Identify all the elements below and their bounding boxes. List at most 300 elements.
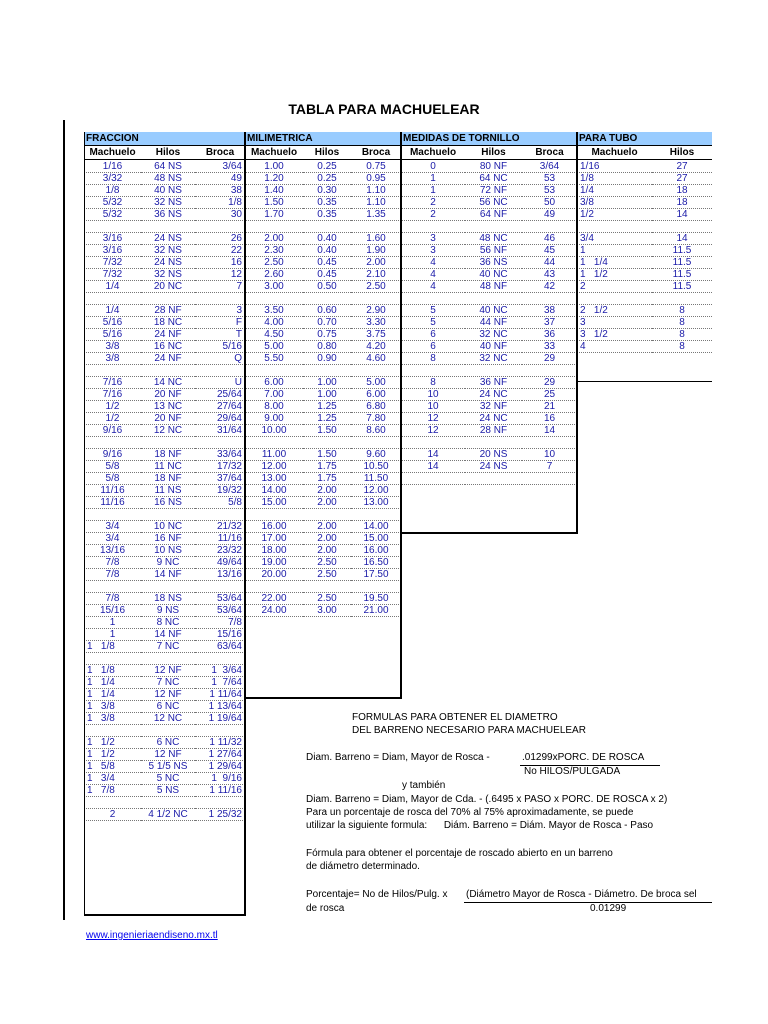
tubo-machuelo-cell: 3 xyxy=(577,317,652,329)
tornillo-hilos-cell: 56 NF xyxy=(465,245,522,257)
formula-3a: Para un porcentaje de rosca del 70% al 75% aproximadamente, se puede xyxy=(306,807,634,818)
fraccion-machuelo-cell: 1 5/8 xyxy=(84,761,141,773)
tornillo-hilos-cell xyxy=(465,293,522,305)
tornillo-broca-cell xyxy=(522,473,577,485)
fraccion-broca-cell: 17/32 xyxy=(195,461,245,473)
milimetrica-machuelo-cell: 9.00 xyxy=(245,413,303,425)
left-margin-rule xyxy=(63,120,65,920)
col-fraccion-hilos: Hilos xyxy=(155,147,181,158)
milimetrica-hilos-cell: 1.75 xyxy=(303,461,351,473)
fraccion-machuelo-cell: 1 1/8 xyxy=(84,665,141,677)
milimetrica-broca-cell: 1.60 xyxy=(351,233,401,245)
fraccion-broca-cell: 1 7/64 xyxy=(195,677,245,689)
fraccion-hilos-cell: 40 NS xyxy=(141,185,195,197)
fraccion-hilos-cell: 9 NC xyxy=(141,557,195,569)
fraccion-hilos-cell: 16 NS xyxy=(141,497,195,509)
fraccion-broca-cell: 7/8 xyxy=(195,617,245,629)
milimetrica-hilos-cell: 0.40 xyxy=(303,245,351,257)
fraccion-hilos-cell: 4 1/2 NC xyxy=(141,809,195,821)
tornillo-machuelo-cell: 12 xyxy=(401,425,465,437)
tornillo-broca-cell: 38 xyxy=(522,305,577,317)
milimetrica-broca-cell xyxy=(351,293,401,305)
fraccion-hilos-cell: 20 NC xyxy=(141,281,195,293)
milimetrica-machuelo-cell xyxy=(245,509,303,521)
fraccion-broca-cell: 5/16 xyxy=(195,341,245,353)
tornillo-machuelo-cell: 10 xyxy=(401,389,465,401)
milimetrica-machuelo-cell: 19.00 xyxy=(245,557,303,569)
tornillo-machuelo-cell: 1 xyxy=(401,185,465,197)
fraccion-hilos-cell: 24 NS xyxy=(141,233,195,245)
milimetrica-machuelo-cell xyxy=(245,365,303,377)
fraccion-hilos-cell: 24 NS xyxy=(141,257,195,269)
fraccion-machuelo-cell: 3/16 xyxy=(84,245,141,257)
tornillo-broca-cell: 49 xyxy=(522,209,577,221)
tornillo-hilos-cell: 28 NF xyxy=(465,425,522,437)
fraccion-machuelo-cell: 5/16 xyxy=(84,317,141,329)
fraccion-bottom-border xyxy=(84,914,246,916)
tornillo-machuelo-cell: 2 xyxy=(401,197,465,209)
fraccion-hilos-cell: 9 NS xyxy=(141,605,195,617)
milimetrica-broca-cell xyxy=(351,509,401,521)
fraccion-broca-cell: 21/32 xyxy=(195,521,245,533)
milimetrica-broca-cell xyxy=(351,365,401,377)
fraccion-hilos-cell: 11 NS xyxy=(141,485,195,497)
fraccion-hilos-cell: 12 NF xyxy=(141,749,195,761)
fraccion-broca-cell: 1/8 xyxy=(195,197,245,209)
fraccion-hilos-cell: 32 NS xyxy=(141,269,195,281)
fraccion-machuelo-cell xyxy=(84,797,141,809)
fraccion-broca-cell: 3/64 xyxy=(195,161,245,173)
tubo-hilos-cell: 11.5 xyxy=(652,269,712,281)
milimetrica-machuelo-cell: 2.50 xyxy=(245,257,303,269)
fraccion-hilos-cell: 32 NS xyxy=(141,245,195,257)
fraccion-hilos-cell xyxy=(141,581,195,593)
milimetrica-machuelo-cell: 5.50 xyxy=(245,353,303,365)
milimetrica-machuelo-cell: 2.30 xyxy=(245,245,303,257)
formula-2: Diam. Barreno = Diam, Mayor de Cda. - (.6495 x PASO x PORC. DE ROSCA x 2) xyxy=(306,794,668,805)
tornillo-broca-cell: 45 xyxy=(522,245,577,257)
fraccion-broca-cell: 38 xyxy=(195,185,245,197)
fraccion-broca-cell: 1 29/64 xyxy=(195,761,245,773)
milimetrica-machuelo-cell: 15.00 xyxy=(245,497,303,509)
tornillo-machuelo-cell: 14 xyxy=(401,461,465,473)
milimetrica-broca-cell: 1.90 xyxy=(351,245,401,257)
fraccion-hilos-cell xyxy=(141,365,195,377)
milimetrica-hilos-cell: 2.50 xyxy=(303,593,351,605)
milimetrica-hilos-cell xyxy=(303,509,351,521)
milimetrica-broca-cell: 2.90 xyxy=(351,305,401,317)
milimetrica-machuelo-cell: 2.60 xyxy=(245,269,303,281)
tornillo-hilos-cell: 36 NF xyxy=(465,377,522,389)
fraccion-broca-cell: 1 11/16 xyxy=(195,785,245,797)
fraccion-machuelo-cell: 9/16 xyxy=(84,449,141,461)
milimetrica-machuelo-cell: 7.00 xyxy=(245,389,303,401)
fraccion-broca-cell: 1 11/64 xyxy=(195,689,245,701)
fraccion-hilos-cell: 12 NF xyxy=(141,689,195,701)
tubo-hilos-cell: 8 xyxy=(652,329,712,341)
fraccion-broca-cell xyxy=(195,509,245,521)
fraccion-broca-cell: 31/64 xyxy=(195,425,245,437)
milimetrica-broca-cell: 0.75 xyxy=(351,161,401,173)
fraccion-machuelo-cell: 7/8 xyxy=(84,569,141,581)
milimetrica-hilos-cell xyxy=(303,293,351,305)
tornillo-machuelo-cell: 8 xyxy=(401,377,465,389)
milimetrica-hilos-cell: 2.00 xyxy=(303,533,351,545)
milimetrica-broca-cell xyxy=(351,221,401,233)
fraccion-machuelo-cell: 13/16 xyxy=(84,545,141,557)
milimetrica-hilos-cell: 2.00 xyxy=(303,497,351,509)
tornillo-machuelo-cell: 5 xyxy=(401,305,465,317)
fraccion-hilos-cell: 14 NF xyxy=(141,629,195,641)
tornillo-bottom-border xyxy=(400,532,578,534)
tornillo-hilos-cell xyxy=(465,365,522,377)
milimetrica-hilos-cell xyxy=(303,581,351,593)
fraccion-broca-cell: 53/64 xyxy=(195,605,245,617)
fraccion-machuelo-cell: 15/16 xyxy=(84,605,141,617)
fraccion-machuelo-cell: 9/16 xyxy=(84,425,141,437)
tornillo-machuelo-cell: 3 xyxy=(401,245,465,257)
tornillo-machuelo-cell: 3 xyxy=(401,233,465,245)
fraccion-broca-cell: 1 9/16 xyxy=(195,773,245,785)
tornillo-hilos-cell: 32 NC xyxy=(465,329,522,341)
milimetrica-hilos-cell: 0.50 xyxy=(303,281,351,293)
tubo-machuelo-cell: 1/8 xyxy=(577,173,652,185)
fraccion-hilos-cell: 14 NC xyxy=(141,377,195,389)
tornillo-machuelo-cell: 2 xyxy=(401,209,465,221)
fraccion-machuelo-cell xyxy=(84,365,141,377)
fraccion-broca-cell: 16 xyxy=(195,257,245,269)
tornillo-broca-cell: 43 xyxy=(522,269,577,281)
tornillo-hilos-cell: 48 NF xyxy=(465,281,522,293)
fraccion-machuelo-cell xyxy=(84,437,141,449)
formula-1-denominator: No HILOS/PULGADA xyxy=(524,766,621,777)
fraccion-machuelo-cell: 5/8 xyxy=(84,473,141,485)
tubo-machuelo-cell xyxy=(577,221,652,233)
formula-5-left-2: de rosca xyxy=(306,903,345,914)
fraccion-hilos-cell xyxy=(141,293,195,305)
tubo-machuelo-cell: 3 1/2 xyxy=(577,329,652,341)
milimetrica-broca-cell: 4.20 xyxy=(351,341,401,353)
tubo-hilos-cell: 14 xyxy=(652,233,712,245)
milimetrica-broca-cell: 1.35 xyxy=(351,209,401,221)
milimetrica-hilos-cell: 0.90 xyxy=(303,353,351,365)
tornillo-machuelo-cell: 8 xyxy=(401,353,465,365)
fraccion-hilos-cell: 12 NC xyxy=(141,425,195,437)
fraccion-hilos-cell: 12 NC xyxy=(141,713,195,725)
tornillo-right-border xyxy=(576,132,578,533)
fraccion-machuelo-cell xyxy=(84,653,141,665)
fraccion-hilos-cell: 16 NC xyxy=(141,341,195,353)
tornillo-broca-cell xyxy=(522,365,577,377)
tornillo-broca-cell: 16 xyxy=(522,413,577,425)
tornillo-hilos-cell: 40 NF xyxy=(465,341,522,353)
tornillo-broca-cell: 7 xyxy=(522,461,577,473)
fraccion-hilos-cell: 6 NC xyxy=(141,701,195,713)
tubo-hilos-cell: 8 xyxy=(652,317,712,329)
tubo-machuelo-cell: 3/8 xyxy=(577,197,652,209)
milimetrica-machuelo-cell: 2.00 xyxy=(245,233,303,245)
fraccion-hilos-cell xyxy=(141,653,195,665)
section-tornillo-header: MEDIDAS DE TORNILLO xyxy=(401,132,577,145)
milimetrica-hilos-cell: 0.40 xyxy=(303,233,351,245)
fraccion-broca-cell: 63/64 xyxy=(195,641,245,653)
milimetrica-machuelo-cell xyxy=(245,221,303,233)
milimetrica-broca-cell: 16.50 xyxy=(351,557,401,569)
tornillo-broca-cell xyxy=(522,293,577,305)
milimetrica-machuelo-cell: 6.00 xyxy=(245,377,303,389)
formula-tambien: y también xyxy=(402,780,446,791)
fraccion-broca-cell: 1 25/32 xyxy=(195,809,245,821)
tornillo-hilos-cell: 24 NS xyxy=(465,461,522,473)
fraccion-hilos-cell: 20 NF xyxy=(141,389,195,401)
tornillo-machuelo-cell: 5 xyxy=(401,317,465,329)
fraccion-machuelo-cell: 3/4 xyxy=(84,521,141,533)
fraccion-hilos-cell: 36 NS xyxy=(141,209,195,221)
tornillo-hilos-cell: 64 NC xyxy=(465,173,522,185)
fraccion-hilos-cell: 5 1/5 NS xyxy=(141,761,195,773)
fraccion-broca-cell: Q xyxy=(195,353,245,365)
milimetrica-broca-cell: 6.80 xyxy=(351,401,401,413)
milimetrica-broca-cell: 1.10 xyxy=(351,197,401,209)
milimetrica-hilos-cell: 2.50 xyxy=(303,557,351,569)
milimetrica-hilos-cell: 1.75 xyxy=(303,473,351,485)
milimetrica-broca-cell: 21.00 xyxy=(351,605,401,617)
fraccion-machuelo-cell: 1/2 xyxy=(84,401,141,413)
fraccion-broca-cell: 1 27/64 xyxy=(195,749,245,761)
fraccion-hilos-cell: 11 NC xyxy=(141,461,195,473)
tornillo-machuelo-cell: 12 xyxy=(401,413,465,425)
col-milimetrica-broca: Broca xyxy=(361,147,391,158)
col-fraccion-machuelo: Machuelo xyxy=(89,147,136,158)
milimetrica-broca-cell: 2.10 xyxy=(351,269,401,281)
milimetrica-hilos-cell xyxy=(303,365,351,377)
milimetrica-hilos-cell: 0.70 xyxy=(303,317,351,329)
milimetrica-machuelo-cell: 3.00 xyxy=(245,281,303,293)
milimetrica-hilos-cell: 2.00 xyxy=(303,545,351,557)
fraccion-hilos-cell: 6 NC xyxy=(141,737,195,749)
milimetrica-hilos-cell: 0.25 xyxy=(303,173,351,185)
fraccion-hilos-cell: 20 NF xyxy=(141,413,195,425)
tornillo-broca-cell: 50 xyxy=(522,197,577,209)
tornillo-machuelo-cell: 6 xyxy=(401,341,465,353)
tornillo-machuelo-cell xyxy=(401,473,465,485)
fraccion-broca-cell: 11/16 xyxy=(195,533,245,545)
formulas-heading-1: FORMULAS PARA OBTENER EL DIAMETRO xyxy=(352,712,558,723)
tornillo-broca-cell: 25 xyxy=(522,389,577,401)
tornillo-broca-cell: 53 xyxy=(522,173,577,185)
fraccion-broca-cell: 1 13/64 xyxy=(195,701,245,713)
milimetrica-machuelo-cell: 20.00 xyxy=(245,569,303,581)
milimetrica-hilos-cell: 0.80 xyxy=(303,341,351,353)
fraccion-broca-cell: 12 xyxy=(195,269,245,281)
fraccion-machuelo-cell: 3/8 xyxy=(84,341,141,353)
fraccion-hilos-cell xyxy=(141,797,195,809)
fraccion-hilos-cell: 28 NF xyxy=(141,305,195,317)
fraccion-broca-cell: 29/64 xyxy=(195,413,245,425)
tornillo-machuelo-cell: 6 xyxy=(401,329,465,341)
fraccion-machuelo-cell: 1 3/8 xyxy=(84,713,141,725)
fraccion-broca-cell xyxy=(195,725,245,737)
col-tubo-machuelo: Machuelo xyxy=(591,147,638,158)
fraccion-hilos-cell xyxy=(141,437,195,449)
fraccion-broca-cell: 30 xyxy=(195,209,245,221)
tubo-hilos-cell: 27 xyxy=(652,161,712,173)
fraccion-hilos-cell: 18 NS xyxy=(141,593,195,605)
page-title: TABLA PARA MACHUELEAR xyxy=(288,101,480,117)
tornillo-hilos-cell xyxy=(465,473,522,485)
tornillo-hilos-cell: 48 NC xyxy=(465,233,522,245)
tornillo-broca-cell xyxy=(522,437,577,449)
milimetrica-hilos-cell: 3.00 xyxy=(303,605,351,617)
fraccion-broca-cell xyxy=(195,365,245,377)
tornillo-broca-cell: 33 xyxy=(522,341,577,353)
tornillo-hilos-cell: 80 NF xyxy=(465,161,522,173)
milimetrica-hilos-cell: 2.00 xyxy=(303,485,351,497)
milimetrica-machuelo-cell xyxy=(245,581,303,593)
fraccion-broca-cell: 27/64 xyxy=(195,401,245,413)
tubo-machuelo-cell: 4 xyxy=(577,341,652,353)
fraccion-machuelo-cell: 1/4 xyxy=(84,305,141,317)
milimetrica-broca-cell: 12.00 xyxy=(351,485,401,497)
fraccion-machuelo-cell: 7/16 xyxy=(84,389,141,401)
milimetrica-machuelo-cell xyxy=(245,437,303,449)
fraccion-broca-cell: 33/64 xyxy=(195,449,245,461)
fraccion-hilos-cell: 16 NF xyxy=(141,533,195,545)
header-rule xyxy=(84,145,712,146)
fraccion-hilos-cell: 5 NS xyxy=(141,785,195,797)
milimetrica-machuelo-cell: 13.00 xyxy=(245,473,303,485)
tornillo-broca-cell: 29 xyxy=(522,377,577,389)
fraccion-broca-cell xyxy=(195,221,245,233)
tornillo-hilos-cell: 32 NC xyxy=(465,353,522,365)
milimetrica-hilos-cell: 1.25 xyxy=(303,401,351,413)
fraccion-machuelo-cell: 5/32 xyxy=(84,209,141,221)
milimetrica-broca-cell: 5.00 xyxy=(351,377,401,389)
tubo-machuelo-cell: 1/2 xyxy=(577,209,652,221)
tornillo-broca-cell: 37 xyxy=(522,317,577,329)
fraccion-machuelo-cell: 1 1/8 xyxy=(84,641,141,653)
fraccion-machuelo-cell: 11/16 xyxy=(84,497,141,509)
milimetrica-machuelo-cell: 3.50 xyxy=(245,305,303,317)
col-fraccion-broca: Broca xyxy=(205,147,235,158)
formula-4a: Fórmula para obtener el porcentaje de roscado abierto en un barreno xyxy=(306,848,613,859)
tornillo-machuelo-cell xyxy=(401,437,465,449)
tornillo-hilos-cell: 36 NS xyxy=(465,257,522,269)
tornillo-hilos-cell: 40 NC xyxy=(465,269,522,281)
tornillo-machuelo-cell: 1 xyxy=(401,173,465,185)
fraccion-broca-cell: 7 xyxy=(195,281,245,293)
milimetrica-hilos-cell: 0.60 xyxy=(303,305,351,317)
milimetrica-hilos-cell: 2.50 xyxy=(303,569,351,581)
formula-1-numerator: .01299xPORC. DE ROSCA xyxy=(522,752,645,763)
fraccion-machuelo-cell: 5/8 xyxy=(84,461,141,473)
fraccion-machuelo-cell: 1 3/4 xyxy=(84,773,141,785)
formula-5-numerator: (Diámetro Mayor de Rosca - Diámetro. De broca sel xyxy=(466,889,697,900)
tornillo-broca-cell: 21 xyxy=(522,401,577,413)
fraccion-hilos-cell: 18 NF xyxy=(141,449,195,461)
fraccion-machuelo-cell xyxy=(84,293,141,305)
milimetrica-broca-cell: 0.95 xyxy=(351,173,401,185)
milimetrica-machuelo-cell: 5.00 xyxy=(245,341,303,353)
milimetrica-machuelo-cell: 16.00 xyxy=(245,521,303,533)
tornillo-broca-cell: 3/64 xyxy=(522,161,577,173)
fraccion-machuelo-cell: 1/16 xyxy=(84,161,141,173)
fraccion-right-border xyxy=(244,132,246,915)
formula-5-left: Porcentaje= No de Hilos/Pulg. x xyxy=(306,889,448,900)
milimetrica-broca-cell: 17.50 xyxy=(351,569,401,581)
tornillo-machuelo-cell xyxy=(401,293,465,305)
fraccion-machuelo-cell: 7/32 xyxy=(84,269,141,281)
tornillo-hilos-cell: 24 NC xyxy=(465,413,522,425)
fraccion-broca-cell: F xyxy=(195,317,245,329)
milimetrica-broca-cell: 16.00 xyxy=(351,545,401,557)
fraccion-broca-cell xyxy=(195,581,245,593)
fraccion-machuelo-cell: 5/32 xyxy=(84,197,141,209)
fraccion-broca-cell: 1 3/64 xyxy=(195,665,245,677)
fraccion-machuelo-cell: 7/32 xyxy=(84,257,141,269)
tornillo-hilos-cell: 44 NF xyxy=(465,317,522,329)
milimetrica-hilos-cell: 0.75 xyxy=(303,329,351,341)
fraccion-broca-cell xyxy=(195,653,245,665)
website-link[interactable]: www.ingenieriaendiseno.mx.tl xyxy=(86,930,218,941)
fraccion-machuelo-cell: 1 1/4 xyxy=(84,689,141,701)
milimetrica-broca-cell: 3.30 xyxy=(351,317,401,329)
fraccion-machuelo-cell: 1 1/2 xyxy=(84,749,141,761)
milimetrica-machuelo-cell: 14.00 xyxy=(245,485,303,497)
milimetrica-broca-cell: 19.50 xyxy=(351,593,401,605)
fraccion-hilos-cell xyxy=(141,725,195,737)
milimetrica-machuelo-cell: 22.00 xyxy=(245,593,303,605)
fraccion-machuelo-cell: 3/32 xyxy=(84,173,141,185)
tornillo-broca-cell: 29 xyxy=(522,353,577,365)
tubo-machuelo-cell: 1 xyxy=(577,245,652,257)
fraccion-broca-cell: 49 xyxy=(195,173,245,185)
tubo-bottom-border xyxy=(576,381,712,382)
milimetrica-broca-cell: 4.60 xyxy=(351,353,401,365)
fraccion-machuelo-cell: 1 xyxy=(84,617,141,629)
milimetrica-machuelo-cell: 12.00 xyxy=(245,461,303,473)
col-tornillo-machuelo: Machuelo xyxy=(409,147,457,158)
fraccion-broca-cell: 19/32 xyxy=(195,485,245,497)
fraccion-broca-cell xyxy=(195,437,245,449)
tornillo-hilos-cell: 24 NC xyxy=(465,389,522,401)
fraccion-machuelo-cell xyxy=(84,221,141,233)
milimetrica-machuelo-cell: 11.00 xyxy=(245,449,303,461)
formula-4b: de diámetro determinado. xyxy=(306,861,420,872)
fraccion-machuelo-cell xyxy=(84,581,141,593)
milimetrica-broca-cell xyxy=(351,581,401,593)
milimetrica-broca-cell: 1.10 xyxy=(351,185,401,197)
col-milimetrica-hilos: Hilos xyxy=(314,147,340,158)
fraccion-machuelo-cell xyxy=(84,509,141,521)
tubo-machuelo-cell: 1 1/2 xyxy=(577,269,652,281)
milimetrica-machuelo-cell: 1.70 xyxy=(245,209,303,221)
milimetrica-machuelo-cell: 4.00 xyxy=(245,317,303,329)
formula-5-denominator: 0.01299 xyxy=(590,903,627,914)
fraccion-hilos-cell: 24 NF xyxy=(141,329,195,341)
milimetrica-machuelo-cell: 24.00 xyxy=(245,605,303,617)
col-tornillo-broca: Broca xyxy=(535,147,564,158)
milimetrica-broca-cell: 13.00 xyxy=(351,497,401,509)
milimetrica-bottom-border xyxy=(244,697,402,699)
milimetrica-hilos-cell: 0.30 xyxy=(303,185,351,197)
milimetrica-broca-cell: 6.00 xyxy=(351,389,401,401)
tornillo-hilos-cell: 20 NS xyxy=(465,449,522,461)
milimetrica-hilos-cell: 0.45 xyxy=(303,269,351,281)
tubo-hilos-cell: 11.5 xyxy=(652,281,712,293)
fraccion-hilos-cell: 12 NF xyxy=(141,665,195,677)
section-fraccion-header: FRACCION xyxy=(84,132,245,145)
